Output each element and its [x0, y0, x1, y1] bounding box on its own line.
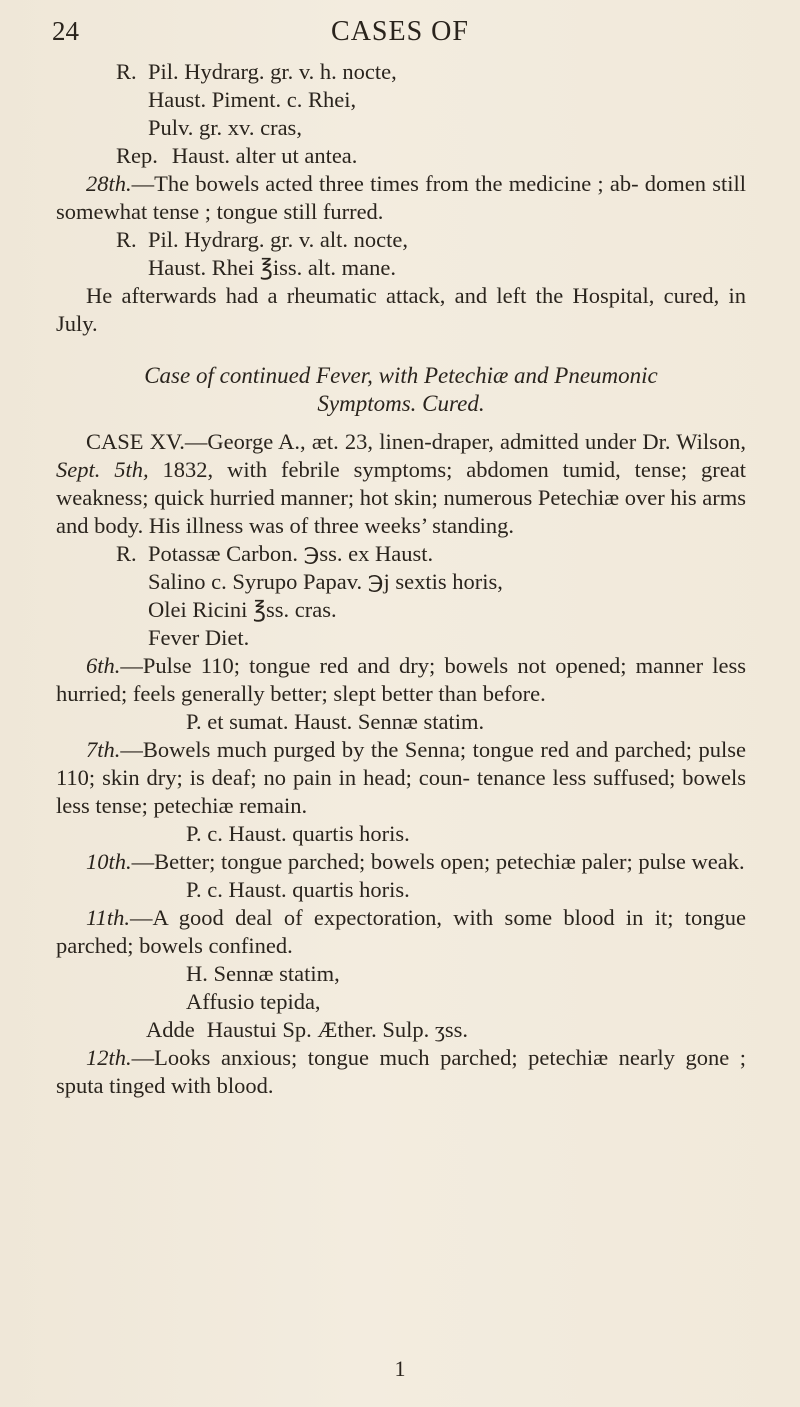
rx-line: Haust. Rhei ℥iss. alt. mane. [148, 255, 396, 280]
case-title: Case of continued Fever, with Petechiæ and Pneumonic Symptoms. Cured. [144, 363, 658, 416]
running-head [52, 16, 748, 56]
entry-12th: 12th.—Looks anxious; tongue much parched; petechiæ nearly gone ; sputa tinged with blood. [56, 1045, 746, 1098]
entry-11th: 11th.—A good deal of expectoration, with some blood in it; tongue parched; bowels confined. [56, 905, 746, 958]
case-intro: CASE XV.—George A., æt. 23, linen-draper, admitted under Dr. Wilson, Sept. 5th, 1832, with febrile symptoms; abdomen tumid, tense; great weakness; quick hurried manner; hot skin; numerous Petechiæ over his arms and body. His illness was of three weeks’ standing. [56, 429, 746, 538]
rx-line: Pulv. gr. xv. cras, [148, 115, 302, 140]
entry-10th: 10th.—Better; tongue parched; bowels open; petechiæ paler; pulse weak. [86, 849, 745, 874]
header-title: CASES OF [331, 16, 469, 47]
rx-line: Haust. Piment. c. Rhei, [148, 87, 357, 112]
rx-line: Adde Haustui Sp. Æther. Sulp. ʒss. [146, 1017, 469, 1042]
entry-7th: 7th.—Bowels much purged by the Senna; tongue red and parched; pulse 110; skin dry; is deaf; no pain in head; coun- tenance less suffused; bowels less tense; petechiæ remain. [56, 737, 746, 818]
order-7th: P. c. Haust. quartis horis. [186, 821, 410, 846]
discharge-note: He afterwards had a rheumatic attack, and left the Hospital, cured, in July. [56, 283, 746, 336]
rx-line: Olei Ricini ℥ss. cras. [148, 597, 337, 622]
rx-line: H. Sennæ statim, [186, 961, 340, 986]
prescription-2 [116, 226, 746, 282]
order-10th: P. c. Haust. quartis horis. [186, 877, 410, 902]
rx-line: Salino c. Syrupo Papav. ℈j sextis horis, [148, 569, 503, 594]
prescription-4 [146, 960, 746, 1044]
rx-line: Rep. Haust. alter ut antea. [116, 143, 358, 168]
rx-line: R. Pil. Hydrarg. gr. v. h. nocte, [116, 59, 397, 84]
prescription-3 [116, 540, 746, 652]
order-6th: P. et sumat. Haust. Sennæ statim. [186, 709, 485, 734]
entry-6th: 6th.—Pulse 110; tongue red and dry; bowels not opened; manner less hurried; feels generally better; slept better than before. [56, 653, 746, 706]
rx-line: Fever Diet. [148, 625, 250, 650]
signature-mark: 1 [394, 1356, 406, 1381]
prescription-1 [116, 58, 746, 170]
rx-line: Affusio tepida, [186, 989, 321, 1014]
rx-line: R. Pil. Hydrarg. gr. v. alt. nocte, [116, 227, 408, 252]
page-number: 24 [52, 16, 79, 46]
rx-line: R. Potassæ Carbon. ℈ss. ex Haust. [116, 541, 434, 566]
entry-28th: 28th.—The bowels acted three times from the medicine ; ab- domen still somewhat tense ; tongue still furred. [56, 171, 746, 224]
page-body [56, 58, 746, 1100]
